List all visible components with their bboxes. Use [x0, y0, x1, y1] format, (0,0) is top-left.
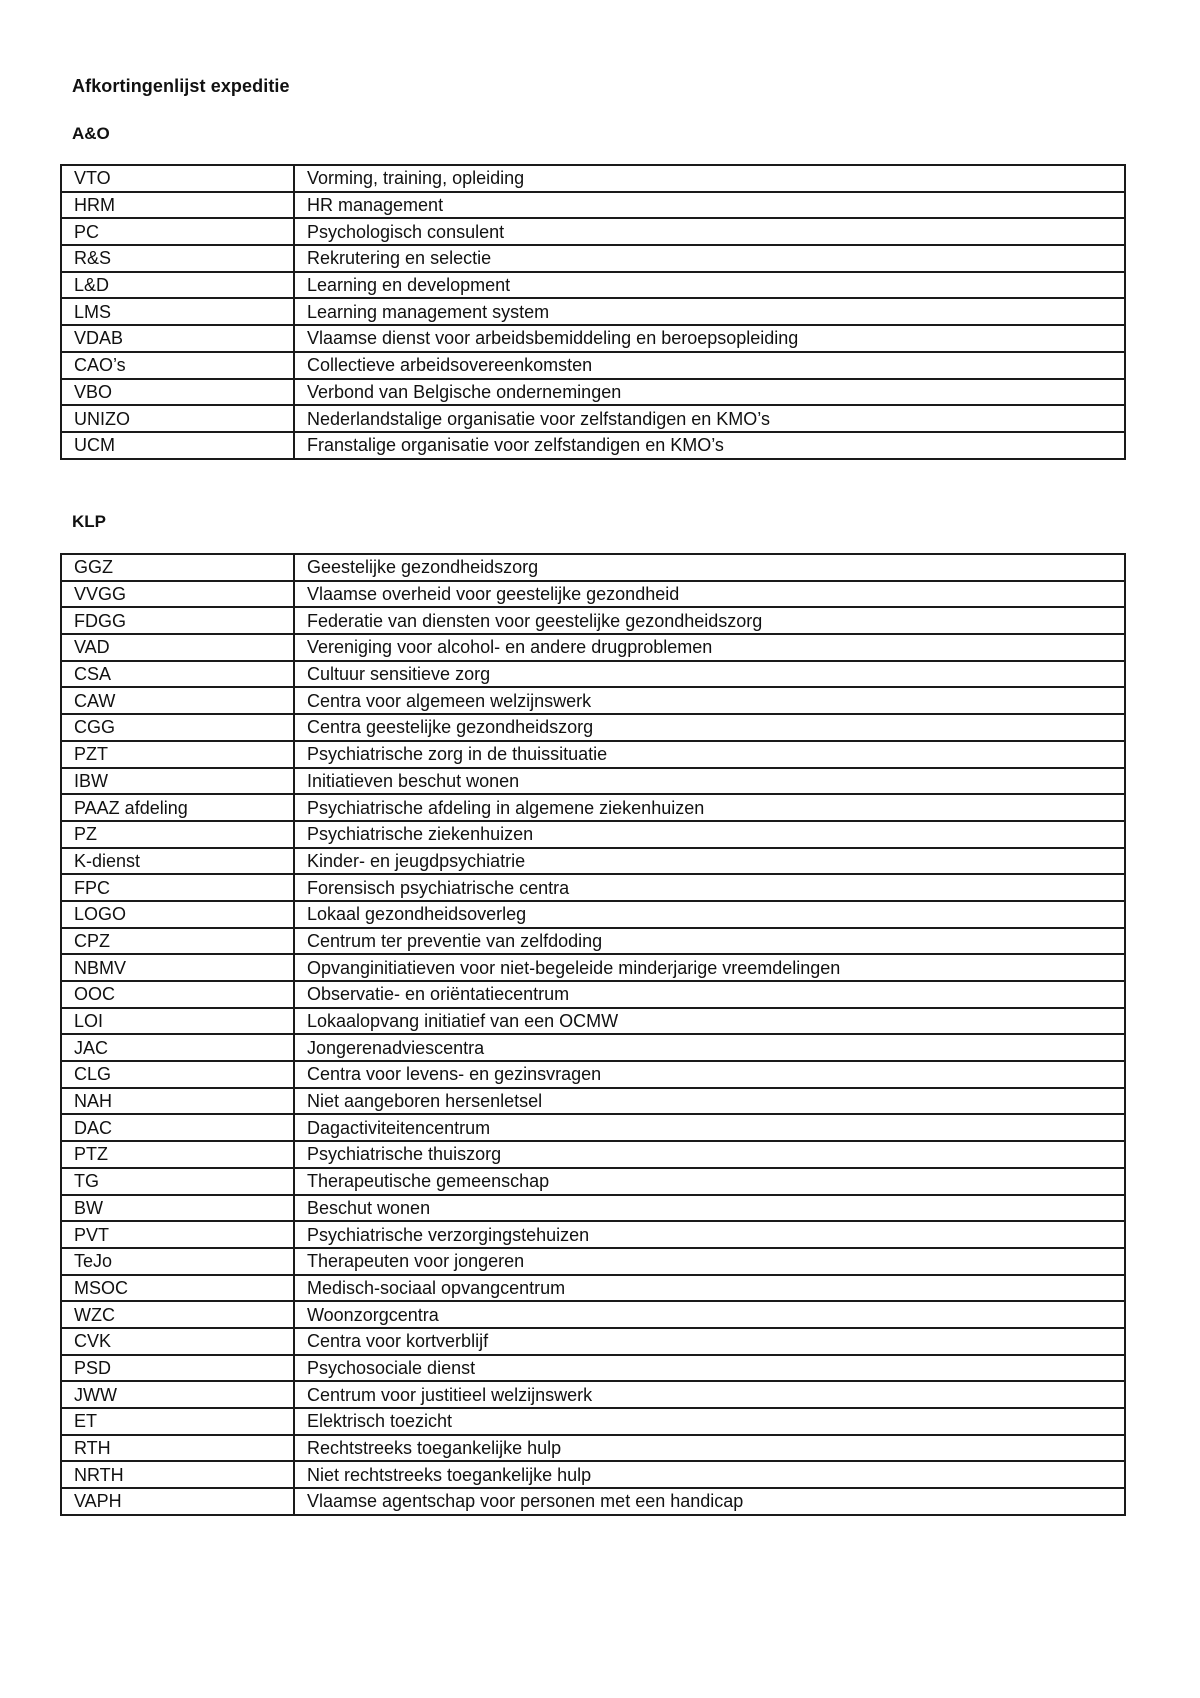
- meaning-cell: Elektrisch toezicht: [294, 1408, 1125, 1435]
- abbreviation-cell: K-dienst: [61, 848, 294, 875]
- meaning-cell: Vlaamse dienst voor arbeidsbemiddeling en beroepsopleiding: [294, 325, 1125, 352]
- abbreviation-cell: PVT: [61, 1221, 294, 1248]
- abbreviation-cell: TeJo: [61, 1248, 294, 1275]
- meaning-cell: Psychiatrische afdeling in algemene ziekenhuizen: [294, 794, 1125, 821]
- table-row: [61, 192, 1125, 219]
- meaning-cell: Lokaalopvang initiatief van een OCMW: [294, 1008, 1125, 1035]
- meaning-cell: HR management: [294, 192, 1125, 219]
- meaning-cell: Vereniging voor alcohol- en andere drugproblemen: [294, 634, 1125, 661]
- table-row: [61, 581, 1125, 608]
- abbreviation-cell: NBMV: [61, 954, 294, 981]
- abbreviation-cell: VAD: [61, 634, 294, 661]
- table-row: [61, 901, 1125, 928]
- abbreviation-cell: NAH: [61, 1088, 294, 1115]
- meaning-cell: Learning en development: [294, 272, 1125, 299]
- abbreviation-cell: VDAB: [61, 325, 294, 352]
- meaning-cell: Vorming, training, opleiding: [294, 165, 1125, 192]
- abbreviation-cell: CVK: [61, 1328, 294, 1355]
- table-row: [61, 1141, 1125, 1168]
- table-row: [61, 1248, 1125, 1275]
- abbreviation-cell: BW: [61, 1195, 294, 1222]
- meaning-cell: Vlaamse overheid voor geestelijke gezondheid: [294, 581, 1125, 608]
- table-row: [61, 1435, 1125, 1462]
- abbreviation-cell: UCM: [61, 432, 294, 459]
- abbreviation-cell: RTH: [61, 1435, 294, 1462]
- meaning-cell: Rekrutering en selectie: [294, 245, 1125, 272]
- abbreviation-cell: JWW: [61, 1381, 294, 1408]
- meaning-cell: Beschut wonen: [294, 1195, 1125, 1222]
- table-row: [61, 634, 1125, 661]
- abbreviation-cell: ET: [61, 1408, 294, 1435]
- meaning-cell: Medisch-sociaal opvangcentrum: [294, 1275, 1125, 1302]
- abbreviation-cell: FDGG: [61, 607, 294, 634]
- abbreviation-cell: NRTH: [61, 1461, 294, 1488]
- abbreviation-cell: VBO: [61, 379, 294, 406]
- abbreviation-cell: L&D: [61, 272, 294, 299]
- abbreviation-cell: CAO’s: [61, 352, 294, 379]
- meaning-cell: Woonzorgcentra: [294, 1301, 1125, 1328]
- abbreviation-cell: VAPH: [61, 1488, 294, 1515]
- table-row: [61, 874, 1125, 901]
- abbreviation-cell: OOC: [61, 981, 294, 1008]
- abbreviation-cell: R&S: [61, 245, 294, 272]
- abbreviation-cell: PZ: [61, 821, 294, 848]
- table-row: [61, 954, 1125, 981]
- table-row: [61, 1034, 1125, 1061]
- meaning-cell: Federatie van diensten voor geestelijke gezondheidszorg: [294, 607, 1125, 634]
- table-row: [61, 1355, 1125, 1382]
- meaning-cell: Psychiatrische thuiszorg: [294, 1141, 1125, 1168]
- table-row: [61, 352, 1125, 379]
- meaning-cell: Geestelijke gezondheidszorg: [294, 554, 1125, 581]
- meaning-cell: Niet rechtstreeks toegankelijke hulp: [294, 1461, 1125, 1488]
- table-row: [61, 1221, 1125, 1248]
- meaning-cell: Jongerenadviescentra: [294, 1034, 1125, 1061]
- meaning-cell: Psychologisch consulent: [294, 218, 1125, 245]
- abbreviation-cell: TG: [61, 1168, 294, 1195]
- meaning-cell: Vlaamse agentschap voor personen met een handicap: [294, 1488, 1125, 1515]
- table-row: [61, 298, 1125, 325]
- table-row: [61, 821, 1125, 848]
- table-row: [61, 1328, 1125, 1355]
- abbreviation-cell: CPZ: [61, 928, 294, 955]
- meaning-cell: Centrum ter preventie van zelfdoding: [294, 928, 1125, 955]
- table-row: [61, 1195, 1125, 1222]
- meaning-cell: Opvanginitiatieven voor niet-begeleide minderjarige vreemdelingen: [294, 954, 1125, 981]
- table-row: [61, 1061, 1125, 1088]
- table-row: [61, 554, 1125, 581]
- abbreviation-cell: PC: [61, 218, 294, 245]
- table-row: [61, 1301, 1125, 1328]
- meaning-cell: Therapeutische gemeenschap: [294, 1168, 1125, 1195]
- table-row: [61, 272, 1125, 299]
- meaning-cell: Centra geestelijke gezondheidszorg: [294, 714, 1125, 741]
- table-row: [61, 1168, 1125, 1195]
- table-row: [61, 607, 1125, 634]
- table-row: [61, 714, 1125, 741]
- abbreviation-cell: HRM: [61, 192, 294, 219]
- meaning-cell: Niet aangeboren hersenletsel: [294, 1088, 1125, 1115]
- abbreviation-cell: DAC: [61, 1114, 294, 1141]
- abbreviation-cell: VTO: [61, 165, 294, 192]
- abbreviation-cell: PAAZ afdeling: [61, 794, 294, 821]
- abbreviation-cell: JAC: [61, 1034, 294, 1061]
- meaning-cell: Rechtstreeks toegankelijke hulp: [294, 1435, 1125, 1462]
- abbreviation-cell: CLG: [61, 1061, 294, 1088]
- meaning-cell: Centrum voor justitieel welzijnswerk: [294, 1381, 1125, 1408]
- abbreviation-cell: UNIZO: [61, 405, 294, 432]
- table-row: [61, 1381, 1125, 1408]
- abbreviation-cell: LOGO: [61, 901, 294, 928]
- document-title: Afkortingenlijst expeditie: [72, 76, 290, 96]
- table-row: [61, 379, 1125, 406]
- table-row: [61, 1275, 1125, 1302]
- meaning-cell: Learning management system: [294, 298, 1125, 325]
- abbreviation-table-ao: [60, 164, 1126, 460]
- table-row: [61, 165, 1125, 192]
- abbreviation-cell: LOI: [61, 1008, 294, 1035]
- meaning-cell: Collectieve arbeidsovereenkomsten: [294, 352, 1125, 379]
- table-row: [61, 218, 1125, 245]
- meaning-cell: Psychiatrische ziekenhuizen: [294, 821, 1125, 848]
- section-heading-ao: A&O: [72, 124, 110, 143]
- meaning-cell: Therapeuten voor jongeren: [294, 1248, 1125, 1275]
- abbreviation-cell: IBW: [61, 768, 294, 795]
- meaning-cell: Psychiatrische zorg in de thuissituatie: [294, 741, 1125, 768]
- abbreviation-cell: LMS: [61, 298, 294, 325]
- meaning-cell: Psychosociale dienst: [294, 1355, 1125, 1382]
- table-row: [61, 848, 1125, 875]
- table-row: [61, 768, 1125, 795]
- abbreviation-cell: CSA: [61, 661, 294, 688]
- table-row: [61, 1408, 1125, 1435]
- meaning-cell: Lokaal gezondheidsoverleg: [294, 901, 1125, 928]
- meaning-cell: Observatie- en oriëntatiecentrum: [294, 981, 1125, 1008]
- table-row: [61, 981, 1125, 1008]
- meaning-cell: Initiatieven beschut wonen: [294, 768, 1125, 795]
- meaning-cell: Dagactiviteitencentrum: [294, 1114, 1125, 1141]
- meaning-cell: Kinder- en jeugdpsychiatrie: [294, 848, 1125, 875]
- abbreviation-cell: WZC: [61, 1301, 294, 1328]
- meaning-cell: Nederlandstalige organisatie voor zelfstandigen en KMO’s: [294, 405, 1125, 432]
- table-row: [61, 661, 1125, 688]
- table-row: [61, 325, 1125, 352]
- meaning-cell: Verbond van Belgische ondernemingen: [294, 379, 1125, 406]
- abbreviation-cell: GGZ: [61, 554, 294, 581]
- meaning-cell: Franstalige organisatie voor zelfstandigen en KMO’s: [294, 432, 1125, 459]
- table-row: [61, 1488, 1125, 1515]
- table-row: [61, 405, 1125, 432]
- table-row: [61, 794, 1125, 821]
- abbreviation-cell: PZT: [61, 741, 294, 768]
- section-heading-klp: KLP: [72, 512, 106, 531]
- table-row: [61, 928, 1125, 955]
- abbreviation-cell: PTZ: [61, 1141, 294, 1168]
- abbreviation-cell: VVGG: [61, 581, 294, 608]
- table-row: [61, 245, 1125, 272]
- table-row: [61, 741, 1125, 768]
- abbreviation-cell: CGG: [61, 714, 294, 741]
- abbreviation-cell: PSD: [61, 1355, 294, 1382]
- abbreviation-cell: FPC: [61, 874, 294, 901]
- table-row: [61, 687, 1125, 714]
- abbreviation-table-klp: [60, 553, 1126, 1516]
- meaning-cell: Centra voor kortverblijf: [294, 1328, 1125, 1355]
- table-row: [61, 1008, 1125, 1035]
- abbreviation-cell: CAW: [61, 687, 294, 714]
- abbreviation-cell: MSOC: [61, 1275, 294, 1302]
- meaning-cell: Centra voor algemeen welzijnswerk: [294, 687, 1125, 714]
- table-row: [61, 1088, 1125, 1115]
- meaning-cell: Forensisch psychiatrische centra: [294, 874, 1125, 901]
- meaning-cell: Cultuur sensitieve zorg: [294, 661, 1125, 688]
- table-row: [61, 1114, 1125, 1141]
- meaning-cell: Centra voor levens- en gezinsvragen: [294, 1061, 1125, 1088]
- table-row: [61, 1461, 1125, 1488]
- meaning-cell: Psychiatrische verzorgingstehuizen: [294, 1221, 1125, 1248]
- table-row: [61, 432, 1125, 459]
